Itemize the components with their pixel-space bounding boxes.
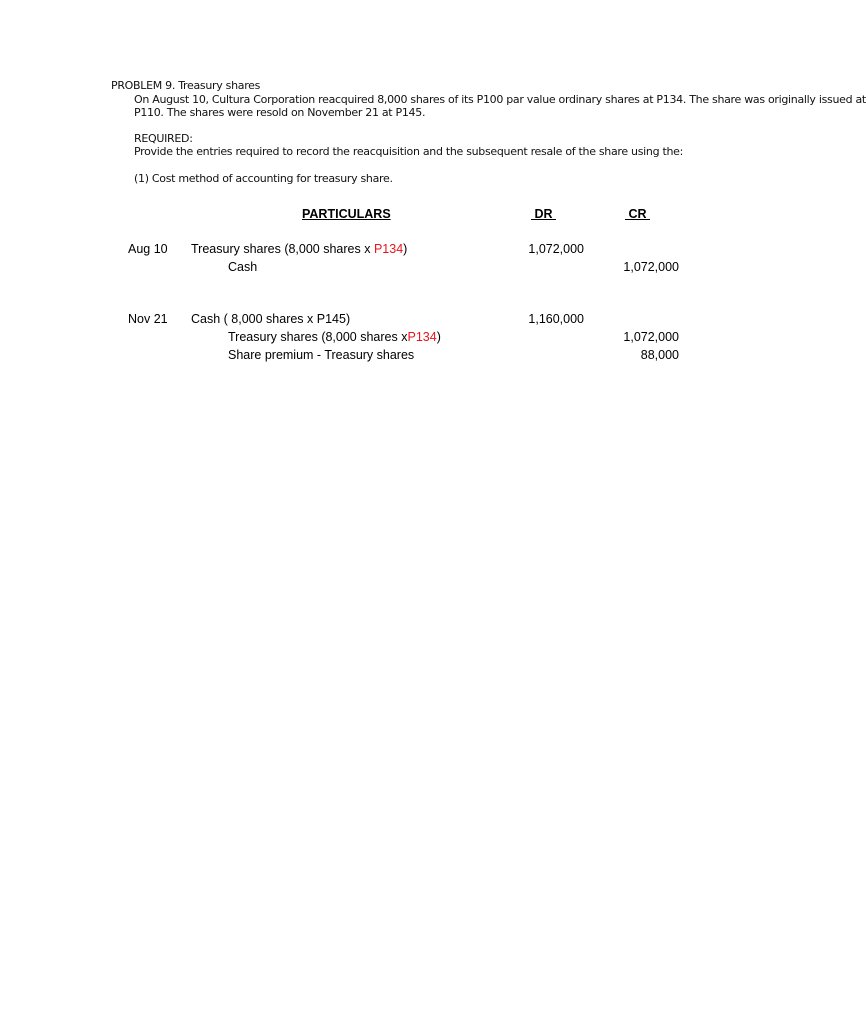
header-dr: DR <box>531 207 556 221</box>
entry1-cr-amount: 1,072,000 <box>623 260 679 274</box>
entry2-date: Nov 21 <box>128 312 168 326</box>
method-text: (1) Cost method of accounting for treasury share. <box>134 172 393 185</box>
problem-title: PROBLEM 9. Treasury shares <box>111 79 261 92</box>
problem-paragraph-line1: On August 10, Cultura Corporation reacquired 8,000 shares of its P100 par value ordinary shares at P134. The share was originally issued at <box>134 93 866 106</box>
entry2-credit-treasury <box>228 330 441 344</box>
entry2-cr-premium-amount: 88,000 <box>640 348 679 362</box>
entry2-credit-suffix: ) <box>436 330 441 344</box>
entry1-credit-account: Cash <box>228 260 258 274</box>
problem-paragraph-line2: P110. The shares were resold on November 21 at P145. <box>134 106 426 119</box>
entry2-debit-account: Cash ( 8,000 shares x P145) <box>191 312 351 326</box>
entry2-dr-amount: 1,160,000 <box>528 312 584 326</box>
entry1-date: Aug 10 <box>128 242 168 256</box>
entry1-debit-prefix: Treasury shares (8,000 shares x <box>191 242 374 256</box>
entry1-debit-suffix: ) <box>403 242 408 256</box>
entry2-credit-premium: Share premium - Treasury shares <box>228 348 415 362</box>
entry1-dr-amount: 1,072,000 <box>528 242 584 256</box>
entry2-cr-treasury-amount: 1,072,000 <box>623 330 679 344</box>
entry1-debit-price: P134 <box>373 242 404 256</box>
header-particulars: PARTICULARS <box>302 207 391 221</box>
required-label: REQUIRED: <box>134 132 193 145</box>
entry2-credit-price: P134 <box>407 330 437 344</box>
entry2-credit-prefix: Treasury shares (8,000 shares x <box>228 330 408 344</box>
required-text: Provide the entries required to record the reacquisition and the subsequent resale of the share using the: <box>134 145 684 158</box>
entry1-debit-account <box>191 242 407 256</box>
header-cr: CR <box>625 207 650 221</box>
